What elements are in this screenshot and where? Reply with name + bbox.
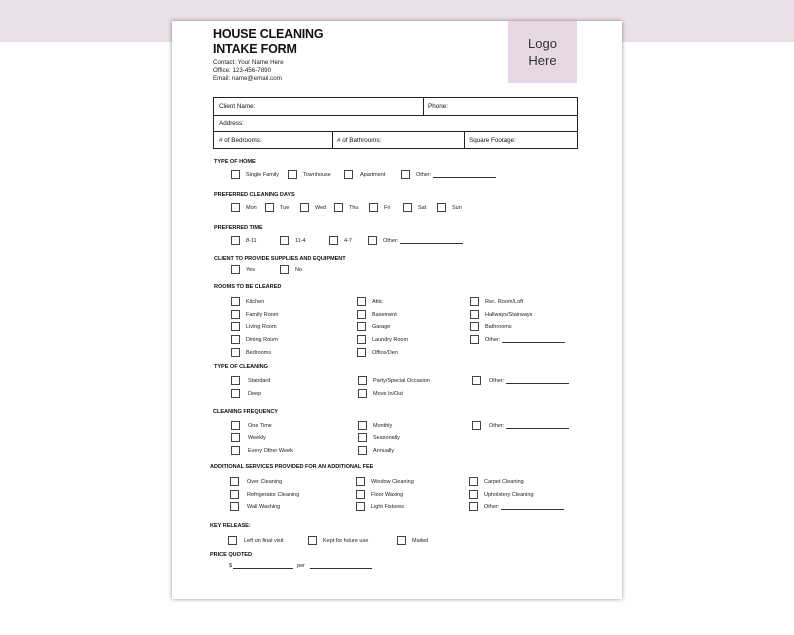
other-blank-line[interactable] <box>501 504 564 510</box>
checkbox[interactable] <box>472 376 481 385</box>
option-label: Wed <box>315 204 327 211</box>
home-type-option[interactable] <box>344 170 385 179</box>
checkbox[interactable] <box>356 490 365 499</box>
option-label: Carpet Cleaning <box>484 478 524 485</box>
section-key-release: KEY RELEASE: <box>210 523 251 529</box>
option-label: Mailed <box>412 537 429 544</box>
key-release-option[interactable] <box>308 536 368 545</box>
room-option[interactable] <box>470 335 565 344</box>
square-footage-field[interactable]: Square Footage: <box>469 137 516 144</box>
info-row-address <box>214 116 577 132</box>
bathrooms-field[interactable]: # of Bathrooms: <box>337 137 382 144</box>
checkbox[interactable] <box>231 335 240 344</box>
option-label: Other: <box>489 422 505 429</box>
option-label: Bathrooms <box>485 323 512 330</box>
address-field[interactable]: Address: <box>219 120 244 127</box>
option-label: 11-4 <box>295 237 306 244</box>
additional-service-option[interactable] <box>230 477 282 486</box>
checkbox[interactable] <box>231 322 240 331</box>
checkbox[interactable] <box>231 170 240 179</box>
room-option[interactable] <box>231 297 264 306</box>
section-preferred-days: PREFERRED CLEANING DAYS <box>214 192 295 198</box>
checkbox[interactable] <box>357 297 366 306</box>
supplies-option[interactable] <box>280 265 302 274</box>
additional-service-option[interactable] <box>230 502 280 511</box>
checkbox[interactable] <box>357 322 366 331</box>
logo-text-line1: Logo <box>528 36 557 51</box>
option-label: Party/Special Occasion <box>373 377 430 384</box>
room-option[interactable] <box>470 310 532 319</box>
option-label: Rec. Room/Loft <box>485 298 524 305</box>
checkbox[interactable] <box>437 203 446 212</box>
checkbox[interactable] <box>357 348 366 357</box>
option-label: Other: <box>484 503 500 510</box>
other-blank-line[interactable] <box>502 337 565 343</box>
option-label: Hallways/Stairways <box>485 311 533 318</box>
option-label: Dining Room <box>246 336 278 343</box>
checkbox[interactable] <box>300 203 309 212</box>
checkbox[interactable] <box>470 310 479 319</box>
checkbox[interactable] <box>469 502 478 511</box>
checkbox[interactable] <box>231 446 240 455</box>
checkbox[interactable] <box>231 310 240 319</box>
key-release-option[interactable] <box>397 536 428 545</box>
day-option[interactable] <box>265 203 289 212</box>
option-label: Seasonally <box>373 434 400 441</box>
option-label: Tue <box>280 204 290 211</box>
option-label: Refrigerator Cleaning <box>247 491 300 498</box>
form-title-line1: HOUSE CLEANING <box>213 27 324 41</box>
additional-service-option[interactable] <box>230 490 299 499</box>
checkbox[interactable] <box>280 265 289 274</box>
option-label: Fri <box>384 204 391 211</box>
checkbox[interactable] <box>230 490 239 499</box>
option-label: Bedrooms <box>246 349 272 356</box>
day-option[interactable] <box>231 203 257 212</box>
checkbox[interactable] <box>403 203 412 212</box>
section-price-quoted: PRICE QUOTED <box>210 552 252 558</box>
cleaning-type-option[interactable] <box>231 376 270 385</box>
option-label: Upholstery Cleaning <box>484 491 534 498</box>
contact-email: Email: name@email.com <box>213 75 282 82</box>
client-name-field[interactable]: Client Name: <box>219 103 256 110</box>
additional-service-option[interactable] <box>356 477 414 486</box>
day-option[interactable] <box>334 203 358 212</box>
option-label: Window Cleaning <box>371 478 414 485</box>
day-option[interactable] <box>369 203 390 212</box>
intake-form-sheet <box>172 21 622 599</box>
room-option[interactable] <box>357 297 383 306</box>
price-period-line[interactable] <box>310 563 372 569</box>
room-option[interactable] <box>357 310 397 319</box>
supplies-option[interactable] <box>231 265 255 274</box>
info-row-rooms <box>214 132 577 149</box>
room-option[interactable] <box>357 348 398 357</box>
checkbox[interactable] <box>470 335 479 344</box>
checkbox[interactable] <box>469 490 478 499</box>
time-option[interactable] <box>368 236 463 245</box>
option-label: Other: <box>489 377 505 384</box>
phone-field[interactable]: Phone: <box>428 103 448 110</box>
option-label: Living Room <box>246 323 277 330</box>
key-release-option[interactable] <box>228 536 283 545</box>
section-supplies: CLIENT TO PROVIDE SUPPLIES AND EQUIPMENT <box>214 256 346 262</box>
checkbox[interactable] <box>231 297 240 306</box>
checkbox[interactable] <box>308 536 317 545</box>
checkbox[interactable] <box>356 477 365 486</box>
info-row-name <box>214 98 577 116</box>
additional-service-option[interactable] <box>356 490 403 499</box>
home-type-option[interactable] <box>288 170 331 179</box>
option-label: Townhouse <box>303 171 331 178</box>
checkbox[interactable] <box>231 265 240 274</box>
option-label: Move In/Out <box>373 390 403 397</box>
checkbox[interactable] <box>469 477 478 486</box>
room-option[interactable] <box>470 297 523 306</box>
option-label: Other: <box>485 336 501 343</box>
checkbox[interactable] <box>358 389 367 398</box>
checkbox[interactable] <box>334 203 343 212</box>
checkbox[interactable] <box>358 446 367 455</box>
checkbox[interactable] <box>470 322 479 331</box>
room-option[interactable] <box>231 322 277 331</box>
section-frequency: CLEANING FREQUENCY <box>213 409 278 415</box>
logo-text-line2: Here <box>528 53 557 68</box>
form-title-line2: INTAKE FORM <box>213 42 297 56</box>
option-label: Every Other Week <box>248 447 293 454</box>
option-label: Mon <box>246 204 257 211</box>
option-label: Other: <box>416 171 432 178</box>
option-label: Family Room <box>246 311 279 318</box>
checkbox[interactable] <box>231 421 240 430</box>
option-label: Over Cleaning <box>247 478 283 485</box>
home-type-option[interactable] <box>401 170 496 179</box>
frequency-option[interactable] <box>358 446 394 455</box>
room-option[interactable] <box>357 322 390 331</box>
office-phone: Office: 123-456-7890 <box>213 67 272 74</box>
price-amount-line[interactable] <box>233 563 293 569</box>
option-label: Kept for future use <box>323 537 369 544</box>
checkbox[interactable] <box>358 376 367 385</box>
option-label: Sun <box>452 204 462 211</box>
checkbox[interactable] <box>231 389 240 398</box>
option-label: 4-7 <box>344 237 352 244</box>
checkbox[interactable] <box>401 170 410 179</box>
other-blank-line[interactable] <box>400 238 463 244</box>
option-label: Annually <box>373 447 395 454</box>
option-label: Light Fixtures <box>371 503 405 510</box>
additional-service-option[interactable] <box>356 502 404 511</box>
checkbox[interactable] <box>368 236 377 245</box>
option-label: Monthly <box>373 422 393 429</box>
dollar-sign: $ <box>229 563 233 569</box>
checkbox[interactable] <box>344 170 353 179</box>
option-label: Deep <box>248 390 262 397</box>
option-label: Attic <box>372 298 383 305</box>
checkbox[interactable] <box>231 348 240 357</box>
checkbox[interactable] <box>470 297 479 306</box>
time-option[interactable] <box>329 236 352 245</box>
checkbox[interactable] <box>230 477 239 486</box>
cleaning-type-option[interactable] <box>231 389 261 398</box>
checkbox[interactable] <box>472 421 481 430</box>
checkbox[interactable] <box>265 203 274 212</box>
option-label: Standard <box>248 377 271 384</box>
option-label: Single Family <box>246 171 280 178</box>
bedrooms-field[interactable]: # of Bedrooms: <box>219 137 262 144</box>
frequency-option[interactable] <box>231 446 293 455</box>
room-option[interactable] <box>357 335 408 344</box>
additional-service-option[interactable] <box>469 477 524 486</box>
other-blank-line[interactable] <box>506 423 569 429</box>
checkbox[interactable] <box>231 203 240 212</box>
time-option[interactable] <box>280 236 306 245</box>
price-quoted-row <box>229 563 372 569</box>
checkbox[interactable] <box>369 203 378 212</box>
checkbox[interactable] <box>397 536 406 545</box>
cleaning-type-option[interactable] <box>472 376 569 385</box>
option-label: Yes <box>246 266 255 273</box>
option-label: No <box>295 266 303 273</box>
option-label: Other: <box>383 237 399 244</box>
option-label: Wall Washing <box>247 503 281 510</box>
client-info-table <box>213 97 578 149</box>
checkbox[interactable] <box>228 536 237 545</box>
option-label: Apartment <box>360 171 386 178</box>
option-label: Basement <box>372 311 397 318</box>
day-option[interactable] <box>300 203 326 212</box>
checkbox[interactable] <box>357 335 366 344</box>
section-preferred-time: PREFERRED TIME <box>214 225 263 231</box>
option-label: Floor Waxing <box>371 491 404 498</box>
checkbox[interactable] <box>358 433 367 442</box>
option-label: Office/Den <box>372 349 398 356</box>
contact-name: Contact: Your Name Here <box>213 59 284 66</box>
cleaning-type-option[interactable] <box>358 389 403 398</box>
frequency-option[interactable] <box>472 421 569 430</box>
checkbox[interactable] <box>231 236 240 245</box>
option-label: Sat <box>418 204 427 211</box>
section-rooms: ROOMS TO BE CLEARED <box>214 284 282 290</box>
option-label: Weekly <box>248 434 266 441</box>
day-option[interactable] <box>403 203 426 212</box>
frequency-option[interactable] <box>231 421 272 430</box>
checkbox[interactable] <box>358 421 367 430</box>
other-blank-line[interactable] <box>433 172 496 178</box>
time-option[interactable] <box>231 236 257 245</box>
section-type-of-cleaning: TYPE OF CLEANING <box>214 364 268 370</box>
option-label: Kitchen <box>246 298 265 305</box>
section-type-of-home: TYPE OF HOME <box>214 159 256 165</box>
checkbox[interactable] <box>356 502 365 511</box>
option-label: Thu <box>349 204 359 211</box>
additional-service-option[interactable] <box>469 490 534 499</box>
room-option[interactable] <box>231 335 278 344</box>
room-option[interactable] <box>231 348 271 357</box>
frequency-option[interactable] <box>358 433 400 442</box>
frequency-option[interactable] <box>358 421 392 430</box>
option-label: Laundry Room <box>372 336 409 343</box>
room-option[interactable] <box>470 322 512 331</box>
checkbox[interactable] <box>329 236 338 245</box>
per-label: per <box>297 563 306 569</box>
option-label: 8-11 <box>246 237 257 244</box>
option-label: One Time <box>248 422 272 429</box>
additional-service-option[interactable] <box>469 502 564 511</box>
option-label: Garage <box>372 323 391 330</box>
day-option[interactable] <box>437 203 462 212</box>
cleaning-type-option[interactable] <box>358 376 430 385</box>
checkbox[interactable] <box>280 236 289 245</box>
option-label: Left on final visit <box>244 537 284 544</box>
checkbox[interactable] <box>231 376 240 385</box>
logo-placeholder <box>508 21 577 83</box>
checkbox[interactable] <box>231 433 240 442</box>
frequency-option[interactable] <box>231 433 266 442</box>
home-type-option[interactable] <box>231 170 279 179</box>
checkbox[interactable] <box>357 310 366 319</box>
room-option[interactable] <box>231 310 278 319</box>
other-blank-line[interactable] <box>506 378 569 384</box>
section-additional-services: ADDITIONAL SERVICES PROVIDED FOR AN ADDITIONAL FEE <box>210 464 374 470</box>
checkbox[interactable] <box>288 170 297 179</box>
checkbox[interactable] <box>230 502 239 511</box>
